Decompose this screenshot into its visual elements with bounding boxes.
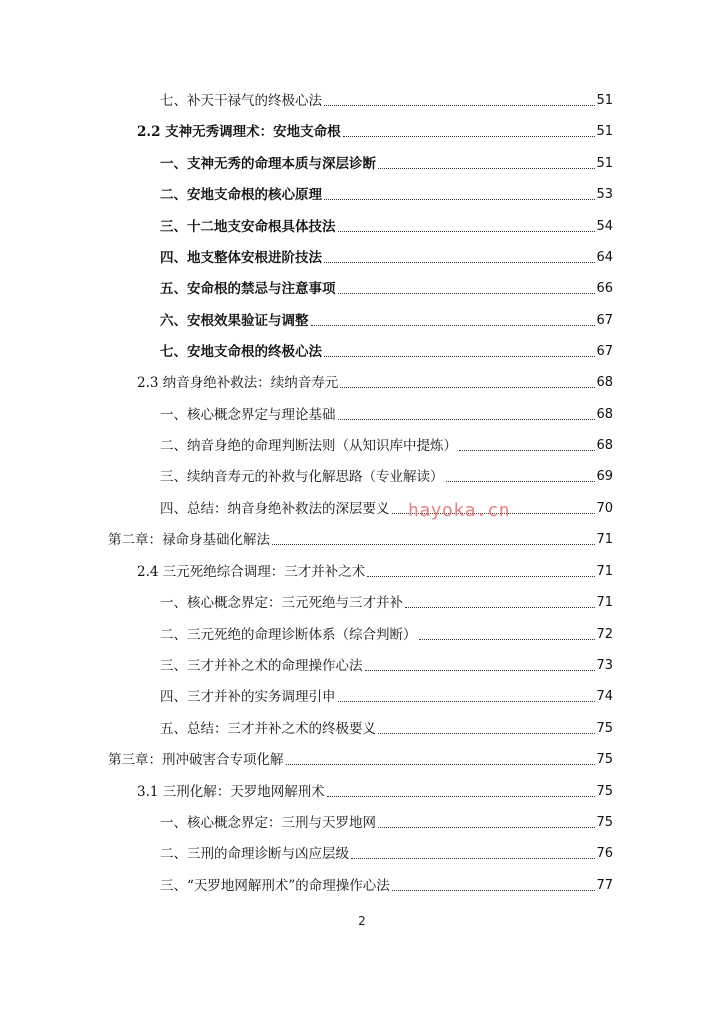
toc-entry-title: 七、安地支命根的终极心法 [160, 344, 322, 360]
toc-entry[interactable] [137, 557, 613, 581]
toc-entry-title: 2.3 纳音身绝补救法：续纳音寿元 [137, 375, 339, 391]
toc-entry-page: 74 [596, 689, 613, 704]
footer-page-number: 2 [358, 914, 366, 928]
toc-entry[interactable] [160, 149, 613, 173]
toc-entry-page: 75 [596, 721, 613, 736]
toc-entry-page: 76 [596, 846, 613, 861]
toc-entry-page: 67 [596, 344, 613, 359]
dot-leader [392, 890, 596, 891]
toc-entry-page: 71 [596, 595, 613, 610]
dot-leader [311, 325, 596, 326]
toc-entry-page: 75 [596, 815, 613, 830]
toc-entry-page: 75 [596, 784, 613, 799]
toc-entry-title: 2.4 三元死绝综合调理：三才并补之术 [137, 564, 366, 580]
toc-entry[interactable] [160, 651, 613, 675]
toc-entry-title: 五、安命根的禁忌与注意事项 [160, 281, 336, 297]
toc-entry-title: 二、安地支命根的核心原理 [160, 187, 322, 203]
dot-leader [338, 701, 596, 702]
toc-entry[interactable] [160, 714, 613, 738]
toc-entry[interactable] [160, 212, 613, 236]
toc-entry-title: 一、核心概念界定与理论基础 [160, 407, 336, 423]
toc-entry-page: 77 [596, 878, 613, 893]
toc-entry-page: 68 [596, 407, 613, 422]
toc-entry-title: 二、纳音身绝的命理判断法则（从知识库中提炼） [160, 438, 457, 454]
dot-leader [338, 419, 596, 420]
toc-entry-title: 四、总结：纳音身绝补救法的深层要义 [160, 501, 390, 517]
dot-leader [365, 670, 596, 671]
dot-leader [378, 827, 595, 828]
dot-leader [327, 796, 596, 797]
dot-leader [272, 544, 595, 545]
toc-entry-title: 第三章：刑冲破害合专项化解 [108, 752, 284, 768]
toc-entry-page: 51 [596, 156, 613, 171]
toc-entry[interactable] [137, 777, 613, 801]
dot-leader [324, 199, 595, 200]
toc-entry-title: 一、核心概念界定：三元死绝与三才并补 [160, 595, 403, 611]
dot-leader [324, 356, 595, 357]
toc-entry[interactable] [108, 745, 613, 769]
dot-leader [446, 481, 596, 482]
dot-leader [338, 293, 596, 294]
toc-entry[interactable] [160, 431, 613, 455]
toc-entry[interactable] [160, 337, 613, 361]
toc-entry-title: 四、地支整体安根进阶技法 [160, 250, 322, 266]
toc-entry-page: 67 [596, 313, 613, 328]
toc-entry-title: 二、三元死绝的命理诊断体系（综合判断） [160, 627, 417, 643]
toc-entry-title: 七、补天干禄气的终极心法 [160, 93, 322, 109]
toc-entry-page: 51 [596, 93, 613, 108]
toc-entry[interactable] [160, 86, 613, 110]
toc-entry[interactable] [108, 525, 613, 549]
toc-entry-title: 一、核心概念界定：三刑与天罗地网 [160, 815, 376, 831]
watermark: hayoka.cn [408, 500, 511, 521]
toc-entry-title: 第二章：禄命身基础化解法 [108, 532, 270, 548]
dot-leader [324, 105, 595, 106]
dot-leader [351, 858, 595, 859]
toc-entry-page: 72 [596, 627, 613, 642]
toc-entry-page: 68 [596, 375, 613, 390]
dot-leader [367, 576, 595, 577]
toc-entry[interactable] [160, 808, 613, 832]
toc-entry[interactable] [160, 494, 613, 518]
toc-entry-title: 四、三才并补的实务调理引申 [160, 689, 336, 705]
toc-entry-title: 三、续纳音寿元的补救与化解思路（专业解读） [160, 469, 444, 485]
toc-entry[interactable] [160, 243, 613, 267]
toc-entry-title: 五、总结：三才并补之术的终极要义 [160, 721, 376, 737]
toc-entry[interactable] [160, 620, 613, 644]
toc-entry-page: 71 [596, 532, 613, 547]
toc-entry-title: 2.2 支神无秀调理术：安地支命根 [137, 124, 341, 140]
toc-entry-page: 75 [596, 752, 613, 767]
toc-entry-page: 53 [596, 187, 613, 202]
toc-entry-title: 三、三才并补之术的命理操作心法 [160, 658, 363, 674]
toc-entry[interactable] [160, 306, 613, 330]
toc-entry-title: 一、支神无秀的命理本质与深层诊断 [160, 156, 376, 172]
toc-entry-page: 71 [596, 564, 613, 579]
toc-entry-page: 64 [596, 250, 613, 265]
toc-entry[interactable] [160, 588, 613, 612]
dot-leader [378, 733, 595, 734]
toc-entry-page: 70 [596, 501, 613, 516]
dot-leader [286, 764, 596, 765]
dot-leader [324, 262, 595, 263]
toc-entry-title: 三、“天罗地网解刑术”的命理操作心法 [160, 878, 390, 894]
toc-entry[interactable] [137, 117, 613, 141]
dot-leader [405, 607, 595, 608]
toc-entry[interactable] [160, 462, 613, 486]
toc-entry-title: 二、三刑的命理诊断与凶应层级 [160, 846, 349, 862]
toc-entry-page: 68 [596, 438, 613, 453]
toc-entry[interactable] [137, 368, 613, 392]
toc-entry[interactable] [160, 682, 613, 706]
dot-leader [419, 639, 596, 640]
toc-entry[interactable] [160, 180, 613, 204]
toc-entry-page: 69 [596, 469, 613, 484]
dot-leader [343, 136, 596, 137]
dot-leader [340, 387, 595, 388]
toc-entry-page: 54 [596, 219, 613, 234]
toc-entry-page: 73 [596, 658, 613, 673]
toc-entry-title: 三、十二地支安命根具体技法 [160, 219, 336, 235]
toc-entry-title: 3.1 三刑化解：天罗地网解刑术 [137, 784, 325, 800]
toc-entry[interactable] [160, 839, 613, 863]
toc-entry-page: 66 [596, 281, 613, 296]
dot-leader [378, 168, 595, 169]
dot-leader [338, 231, 596, 232]
toc-entry[interactable] [160, 871, 613, 895]
toc-entry-page: 51 [596, 124, 613, 139]
toc-entry[interactable] [160, 274, 613, 298]
toc-entry[interactable] [160, 400, 613, 424]
toc-entry-title: 六、安根效果验证与调整 [160, 313, 309, 329]
dot-leader [459, 450, 595, 451]
